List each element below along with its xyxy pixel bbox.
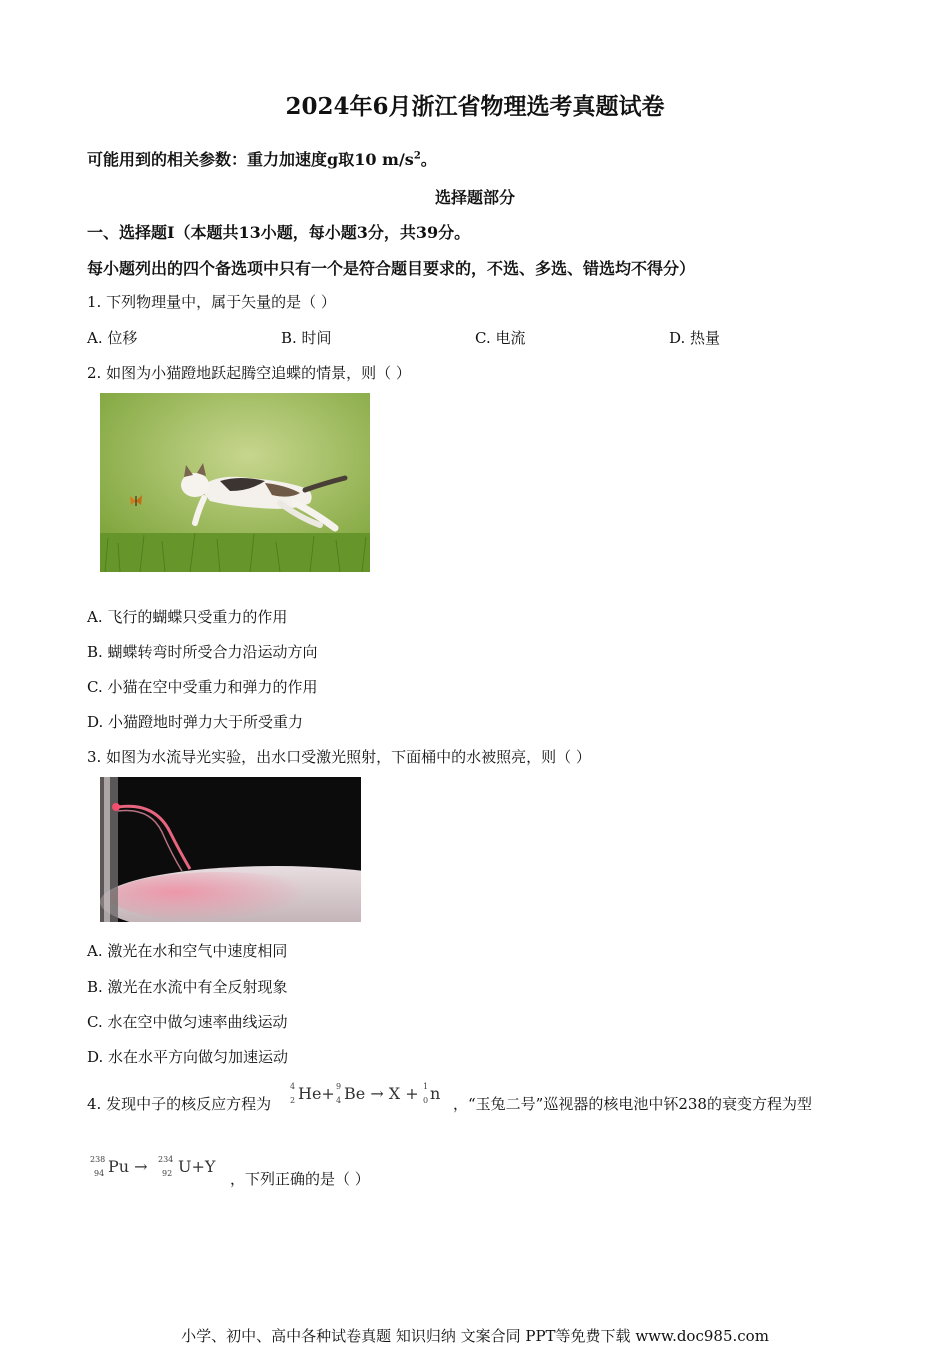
eq2-u-y: U+Y bbox=[178, 1157, 216, 1176]
q1-stem: 1. 下列物理量中，属于矢量的是（ ） bbox=[87, 293, 336, 311]
parameters-text: 可能用到的相关参数：重力加速度g取10 m/s bbox=[87, 150, 414, 169]
q3-option-d: D. 水在水平方向做匀加速运动 bbox=[87, 1048, 289, 1066]
q4-stem-end: ，下列正确的是（ ） bbox=[230, 1170, 370, 1188]
q2-option-c: C. 小猫在空中受重力和弹力的作用 bbox=[87, 678, 318, 696]
kitten-butterfly-photo bbox=[100, 393, 370, 572]
q1-option-b: B. 时间 bbox=[281, 329, 332, 347]
q2-option-d: D. 小猫蹬地时弹力大于所受重力 bbox=[87, 713, 304, 731]
eq1-he: He+ bbox=[298, 1084, 335, 1103]
eq2-pu-charge: 94 bbox=[94, 1169, 105, 1178]
eq1-be-mass: 9 bbox=[336, 1082, 342, 1091]
eq1-n: n bbox=[430, 1084, 441, 1103]
part1-header: 一、选择题Ⅰ（本题共13小题，每小题3分，共39分。 bbox=[87, 223, 471, 242]
q3-option-b: B. 激光在水流中有全反射现象 bbox=[87, 978, 288, 996]
eq1-n-charge: 0 bbox=[423, 1096, 429, 1105]
page-title: 2024年6月浙江省物理选考真题试卷 bbox=[285, 93, 665, 120]
eq2-u-mass: 234 bbox=[158, 1155, 174, 1164]
part1-note: 每小题列出的四个备选项中只有一个是符合题目要求的，不选、多选、错选均不得分） bbox=[87, 259, 696, 278]
section-title: 选择题部分 bbox=[434, 188, 515, 207]
q2-option-b: B. 蝴蝶转弯时所受合力沿运动方向 bbox=[87, 643, 318, 661]
q2-stem: 2. 如图为小猫蹬地跃起腾空追蝶的情景，则（ ） bbox=[87, 364, 411, 382]
q1-option-c: C. 电流 bbox=[475, 329, 526, 347]
q3-option-a: A. 激光在水和空气中速度相同 bbox=[87, 942, 288, 960]
equation-neutron-discovery bbox=[290, 1082, 445, 1112]
q4-stem-start: 4. 发现中子的核反应方程为 bbox=[87, 1095, 272, 1113]
eq2-u-charge: 92 bbox=[162, 1169, 173, 1178]
eq2-pu-mass: 238 bbox=[90, 1155, 106, 1164]
parameters-line bbox=[87, 147, 437, 170]
q3-stem: 3. 如图为水流导光实验，出水口受激光照射，下面桶中的水被照亮，则（ ） bbox=[87, 748, 591, 766]
equation-pu-decay bbox=[90, 1155, 225, 1185]
q3-option-c: C. 水在空中做匀速率曲线运动 bbox=[87, 1013, 288, 1031]
eq1-he-mass: 4 bbox=[290, 1082, 296, 1091]
eq2-pu: Pu → bbox=[108, 1157, 148, 1176]
eq1-n-mass: 1 bbox=[423, 1082, 429, 1091]
eq1-be-x: Be → X + bbox=[344, 1084, 419, 1103]
parameters-end: 。 bbox=[420, 150, 437, 169]
q4-stem-mid: ，“玉兔二号”巡视器的核电池中钚238的衰变方程为型 bbox=[453, 1095, 812, 1113]
q1-option-d: D. 热量 bbox=[669, 329, 721, 347]
q2-option-a: A. 飞行的蝴蝶只受重力的作用 bbox=[87, 608, 288, 626]
laser-water-photo bbox=[100, 777, 361, 922]
q1-option-a: A. 位移 bbox=[87, 329, 138, 347]
page-footer: 小学、初中、高中各种试卷真题 知识归纳 文案合同 PPT等免费下载 www.doc985.com bbox=[181, 1327, 769, 1345]
eq1-be-charge: 4 bbox=[336, 1096, 342, 1105]
parameters-exponent: 2 bbox=[413, 150, 421, 162]
eq1-he-charge: 2 bbox=[290, 1096, 296, 1105]
